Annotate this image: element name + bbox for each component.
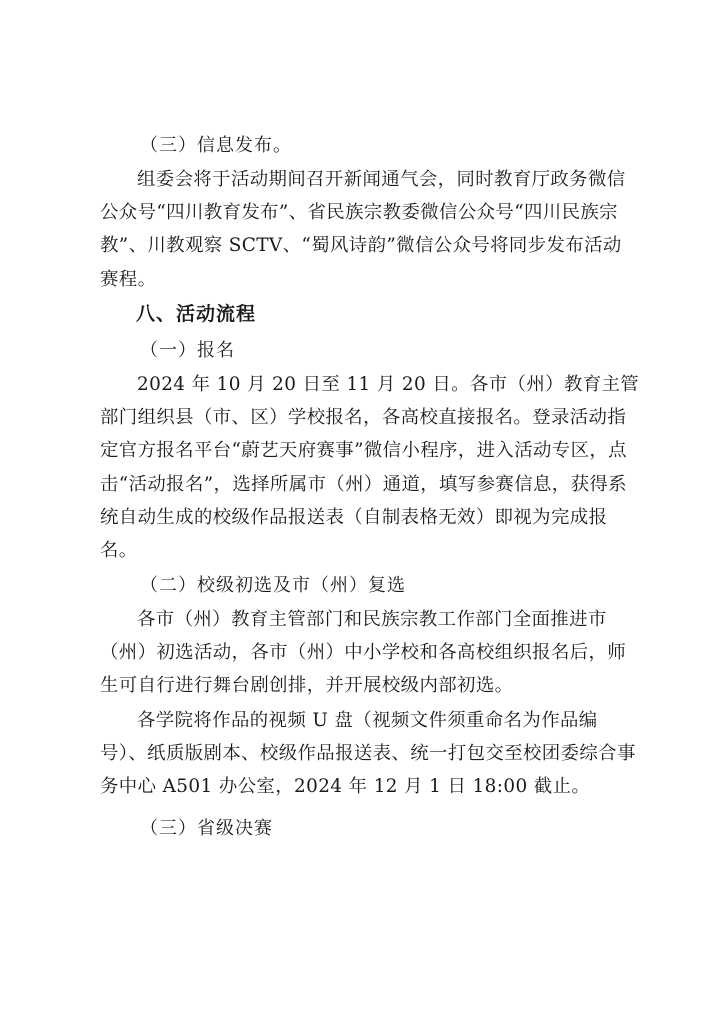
preliminary-paragraph-1: 各市（州）教育主管部门和民族宗教工作部门全面推进市（州）初选活动，各市（州）中小学校和各高校组织报名后，师生可自行进行舞台剧创排，并开展校级内部初选。 xyxy=(100,609,627,697)
subsection-provincial-final-heading: （三）省级决赛 xyxy=(140,818,273,839)
preliminary-paragraph-2: 各学院将作品的视频 U 盘（视频文件须重命名为作品编号）、纸质版剧本、校级作品报送表、统一打包交至校团委综合事务中心 A501 办公室，2024 年 12 月 1 日 18:00 截止。 xyxy=(100,710,636,798)
section-activity-process-heading: 八、活动流程 xyxy=(136,303,257,325)
info-release-paragraph: 组委会将于活动期间召开新闻通气会，同时教育厅政务微信公众号“四川教育发布”、省民族宗教委微信公众号“四川民族宗教”、川教观察 SCTV、“蜀风诗韵”微信公众号将同步发布活动赛程。 xyxy=(100,169,626,290)
registration-paragraph: 2024 年 10 月 20 日至 11 月 20 日。各市（州）教育主管部门组织县（市、区）学校报名，各高校直接报名。登录活动指定官方报名平台“蔚艺天府赛事”微信小程序，进入活动专区，点击“活动报名”，选择所属市（州）通道，填写参赛信息，获得系统自动生成的校级作品报送表（自制表格无效）即视为完成报名。 xyxy=(100,374,640,562)
subsection-info-release-heading: （三）信息发布。 xyxy=(140,135,292,156)
subsection-preliminary-heading: （二）校级初选及市（州）复选 xyxy=(140,575,406,596)
subsection-registration-heading: （一）报名 xyxy=(140,340,235,361)
